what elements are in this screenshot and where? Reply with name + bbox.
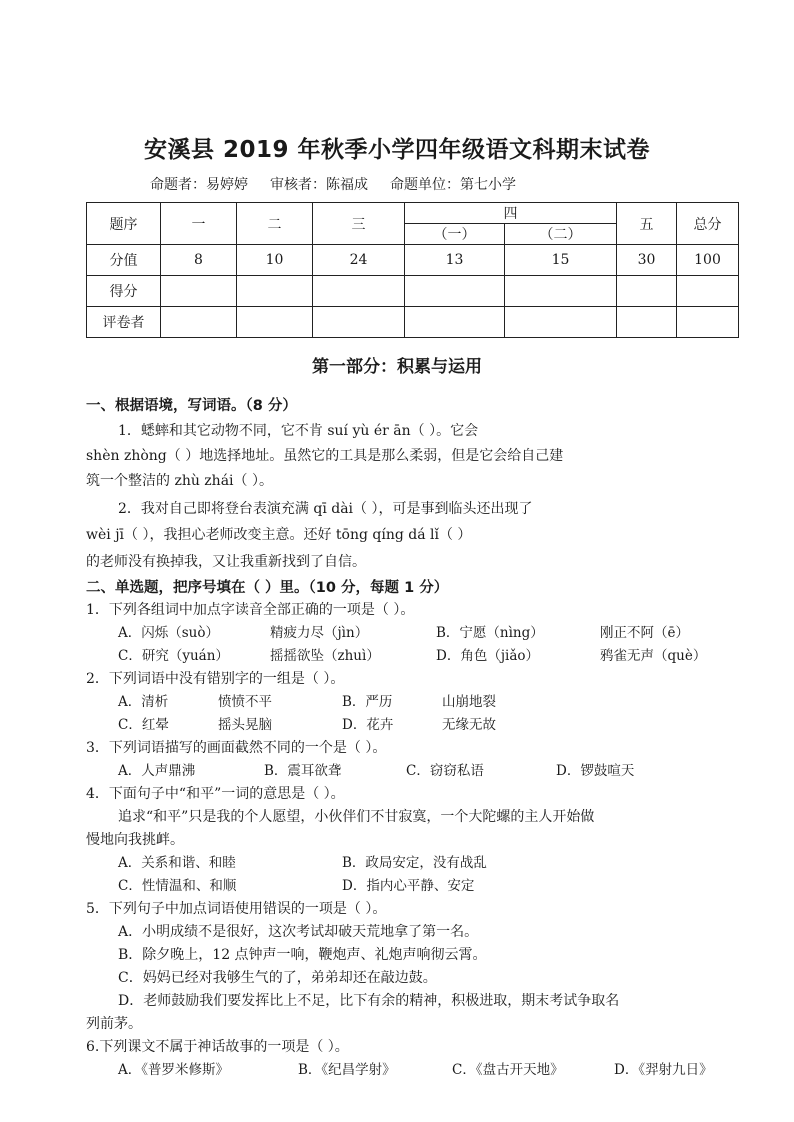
question-4-options-row2 [118,876,738,896]
grader-cell[interactable] [237,307,313,338]
question-5-stem: 5．下列句子中加点词语使用错误的一项是（ ）。 [86,901,387,917]
unit: 命题单位：第七小学 [390,177,516,193]
section1-heading: 一、根据语境，写词语。（8 分） [86,398,297,414]
question-2-stem: 2．下列词语中没有错别字的一组是（ ）。 [86,671,345,687]
option: 愤愤不平 [218,694,272,710]
option: C．性情温和、和顺 [118,878,237,894]
question-3-stem: 3．下列词语描写的画面截然不同的一个是（ ）。 [86,740,387,756]
row-label-question: 题序 [87,203,161,245]
grader-cell[interactable] [405,307,505,338]
option: C．红晕 [118,717,169,733]
question-5-option-cont: 列前茅。 [86,1016,142,1032]
option: A．人声鼎沸 [118,763,196,779]
option: C．《盘古开天地》 [452,1062,564,1078]
score-cell[interactable] [505,276,617,307]
section1-line: shèn zhòng（ ）地选择地址。虽然它的工具是那么柔弱，但是它会给自己建 [86,448,564,464]
score-cell[interactable] [617,276,677,307]
option: B．震耳欲聋 [264,763,342,779]
score-cell[interactable] [313,276,405,307]
points-cell: 8 [161,245,237,276]
question-1-stem: 1．下列各组词中加点字读音全部正确的一项是（ ）。 [86,602,415,618]
option: D．角色（jiǎo） [436,648,540,664]
option: 无缘无故 [442,717,496,733]
option: 山崩地裂 [442,694,496,710]
option: A．闪烁（suò） [118,625,219,641]
points-cell: 24 [313,245,405,276]
option: 摇头晃脑 [218,717,272,733]
reviewer: 审核者：陈福成 [270,177,368,193]
col-q3: 三 [313,203,405,245]
option: B．宁愿（nìng） [436,625,544,641]
option: B．严历 [342,694,393,710]
question-4-passage: 追求“和平”只是我的个人愿望，小伙伴们不甘寂寞，一个大陀螺的主人开始做 [118,809,595,825]
section1-line: 筑一个整洁的 zhù zhái（ ）。 [86,473,273,489]
points-cell: 30 [617,245,677,276]
col-q4-part1: （一） [405,224,505,245]
score-cell[interactable] [405,276,505,307]
col-q5: 五 [617,203,677,245]
grader-cell[interactable] [617,307,677,338]
grader-cell[interactable] [505,307,617,338]
option: 摇摇欲坠（zhuì） [270,648,380,664]
question-1-options-row2 [118,646,738,666]
option: 精疲力尽（jìn） [270,625,369,641]
question-3-options [118,761,738,781]
option: D．锣鼓喧天 [556,763,635,779]
section1-line: wèi jī（ ），我担心老师改变主意。还好 tōng qíng dá lǐ（ ） [86,527,472,543]
points-cell: 100 [677,245,739,276]
question-5-option: C．妈妈已经对我够生气的了，弟弟却还在敲边鼓。 [118,970,437,986]
score-cell[interactable] [161,276,237,307]
option: A．关系和谐、和睦 [118,855,236,871]
row-label-grader: 评卷者 [87,307,161,338]
score-table [86,202,739,338]
col-q4-part2: （二） [505,224,617,245]
score-cell[interactable] [237,276,313,307]
row-label-score: 得分 [87,276,161,307]
grader-cell[interactable] [161,307,237,338]
points-cell: 13 [405,245,505,276]
points-cell: 10 [237,245,313,276]
col-q2: 二 [237,203,313,245]
option: A．《普罗米修斯》 [118,1062,229,1078]
question-4-passage: 慢地向我挑衅。 [86,832,184,848]
col-q4: 四 [405,203,617,224]
section2-heading: 二、单选题，把序号填在（ ）里。（10 分，每题 1 分） [86,580,449,596]
grader-cell[interactable] [677,307,739,338]
section1-line: 的老师没有换掉我，又让我重新找到了自信。 [86,554,366,570]
option: C．研究（yuán） [118,648,229,664]
question-6-stem: 6.下列课文不属于神话故事的一项是（ ）。 [86,1039,349,1055]
option: A．清析 [118,694,169,710]
option: B．《纪昌学射》 [298,1062,396,1078]
option: 刚正不阿（ē） [600,625,689,641]
grader-cell[interactable] [313,307,405,338]
row-label-points: 分值 [87,245,161,276]
col-total: 总分 [677,203,739,245]
author-line [150,174,690,194]
exam-title: 安溪县 2019 年秋季小学四年级语文科期末试卷 [143,137,651,163]
question-4-options-row1 [118,853,738,873]
section1-line: 1．蟋蟀和其它动物不同，它不肯 suí yù ér ān（ ）。它会 [118,423,479,439]
option: B．政局安定，没有战乱 [342,855,487,871]
question-5-option: D．老师鼓励我们要发挥比上不足，比下有余的精神，积极进取，期末考试争取名 [118,993,620,1009]
score-cell[interactable] [677,276,739,307]
section1-line: 2．我对自己即将登台表演充满 qī dài（ ），可是事到临头还出现了 [118,501,533,517]
question-4-stem: 4．下面句子中“和平”一词的意思是（ ）。 [86,786,345,802]
question-6-options [118,1060,748,1080]
option: 鸦雀无声（què） [600,648,707,664]
part-title: 第一部分：积累与运用 [312,357,482,377]
col-q1: 一 [161,203,237,245]
option: D．花卉 [342,717,394,733]
question-2-options-row2 [118,715,738,735]
question-5-option: B．除夕晚上，12 点钟声一响，鞭炮声、礼炮声响彻云霄。 [118,947,487,963]
question-2-options-row1 [118,692,738,712]
option: C．窃窃私语 [406,763,484,779]
points-cell: 15 [505,245,617,276]
option: D．指内心平静、安定 [342,878,475,894]
question-5-option: A．小明成绩不是很好，这次考试却破天荒地拿了第一名。 [118,924,479,940]
option: D．《羿射九日》 [614,1062,713,1078]
author: 命题者：易婷婷 [150,177,248,193]
question-1-options-row1 [118,623,738,643]
